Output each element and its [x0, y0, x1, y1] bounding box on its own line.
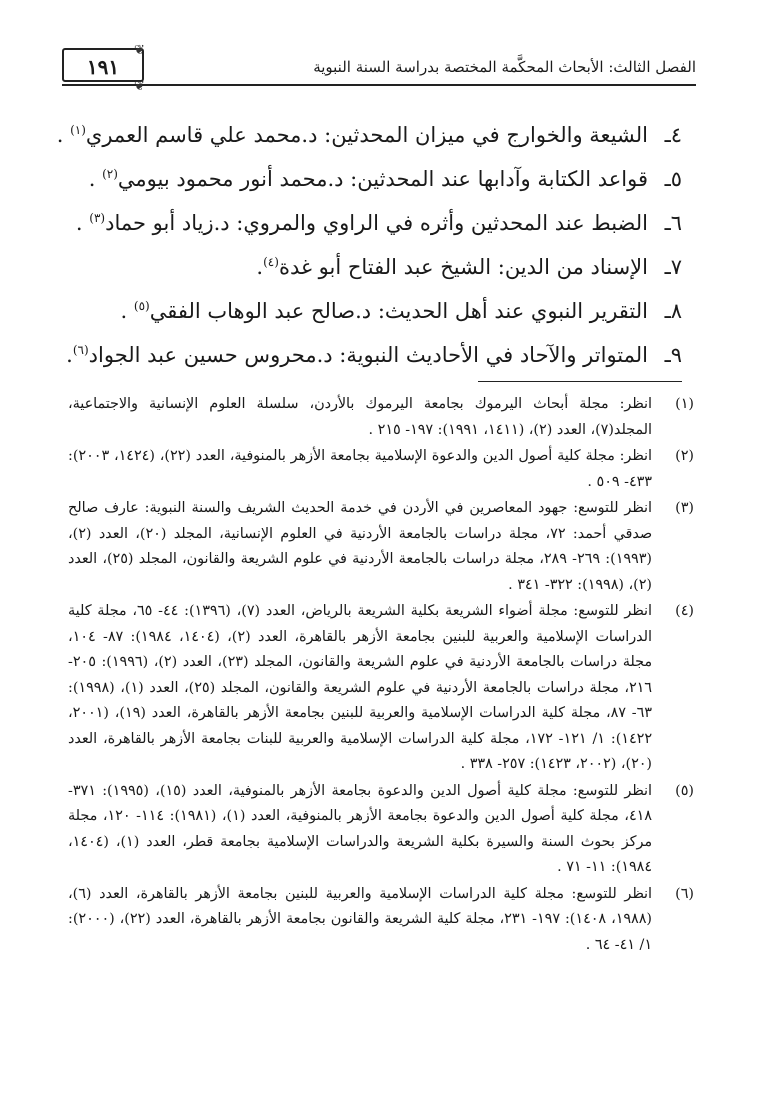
list-item	[82, 252, 682, 296]
footnote-divider	[478, 381, 682, 382]
footnote-ref[interactable]: (٣)	[89, 211, 106, 225]
footnote-text: انظر: مجلة كلية أصول الدين والدعوة الإسلامية بجامعة الأزهر بالمنوفية، العدد (٢٢)، (١٤٢٤، ٢٠٠٣): ٤٣٣- ٥٠٩ .	[68, 448, 652, 490]
list-item	[66, 340, 682, 384]
header-rule	[62, 84, 696, 86]
flourish-icon: ❦	[134, 79, 145, 94]
footnote-number: (٢)	[675, 448, 694, 464]
footnote-text: انظر للتوسع: مجلة كلية أصول الدين والدعوة بجامعة الأزهر بالمنوفية، العدد (١٥)، (١٩٩٥): ٣٧١- ٤١٨، مجلة كلية أصول الدين والدعوة بجامعة الأزهر بالمنوفية، العدد (١)، (١٩٨١): ١١٤- ١٢٠، مجلة مركز بحوث السنة والسيرة بكلية الشريعة والدراسات الإسلامية بجامعة قطر، العدد (١)، (١٤٠٤، ١٩٨٤): ١١- ٧١ .	[68, 782, 652, 875]
item-number: ٩ـ	[664, 343, 682, 367]
list-item	[56, 120, 682, 164]
item-end: .	[256, 255, 264, 279]
footnote-ref[interactable]: (٥)	[133, 299, 150, 313]
footnote-ref[interactable]: (٢)	[102, 167, 118, 181]
footnote-text: انظر للتوسع: مجلة كلية الدراسات الإسلامية والعربية للبنين بجامعة الأزهر بالقاهرة، العدد (٦)، (١٩٨٨، ١٤٠٨): ١٩٧- ٢٣١، مجلة كلية الشريعة والقانون بجامعة الأزهر بالقاهرة، العدد (٢٢)، (٢٠٠٠): ١/ ٤١- ٦٤ .	[68, 885, 652, 953]
footnote-ref[interactable]: (١)	[70, 123, 86, 137]
item-end: .	[66, 343, 73, 367]
item-number: ٥ـ	[664, 167, 682, 191]
item-text: قواعد الكتابة وآدابها عند المحدثين: د.محمد أنور محمود بيومي	[117, 167, 648, 191]
research-list	[56, 120, 682, 384]
footnote	[68, 779, 694, 881]
footnote	[68, 599, 694, 778]
item-number: ٧ـ	[664, 255, 682, 279]
item-number: ٨ـ	[664, 299, 682, 323]
footnote-text: انظر: مجلة أبحاث اليرموك بجامعة اليرموك بالأردن، سلسلة العلوم الإنسانية والاجتماعية، المجلد(٧)، العدد (٢)، (١٤١١، ١٩٩١): ١٩٧- ٢١٥ .	[68, 396, 652, 438]
chapter-title: الفصل الثالث: الأبحاث المحكَّمة المختصة بدراسة السنة النبوية	[313, 58, 696, 76]
footnote-text: انظر للتوسع: جهود المعاصرين في الأردن في خدمة الحديث الشريف والسنة النبوية: عارف صالح صدقي أحمد: ٧٢، مجلة دراسات بالجامعة الأردنية في العلوم الإنسانية، المجلد (٢٠)، العدد (٢)، (١٩٩٣): ٢٦٩- ٢٨٩، مجلة دراسات بالجامعة الأردنية في علوم الشريعة والقانون، المجلد (٢٥)، العدد (٢)، (١٩٩٨): ٣٢٢- ٣٤١ .	[68, 500, 652, 593]
item-end: .	[56, 123, 71, 147]
footnote	[68, 392, 694, 443]
footnote-number: (٣)	[675, 500, 694, 516]
page-number-box	[62, 48, 144, 82]
list-item	[75, 208, 682, 252]
item-number: ٦ـ	[664, 211, 682, 235]
footnote	[68, 444, 694, 495]
item-text: الإسناد من الدين: الشيخ عبد الفتاح أبو غدة	[278, 255, 648, 279]
footnote	[68, 496, 694, 598]
list-item	[82, 164, 682, 208]
footnotes	[68, 392, 694, 959]
footnote-ref[interactable]: (٦)	[72, 343, 89, 357]
footnote	[68, 882, 694, 959]
footnote-number: (٦)	[675, 885, 694, 902]
item-text: الشيعة والخوارج في ميزان المحدثين: د.محمد علي قاسم العمري	[85, 123, 648, 147]
item-text: الضبط عند المحدثين وأثره في الراوي والمروي: د.زياد أبو حماد	[105, 211, 648, 235]
item-text: المتواتر والآحاد في الأحاديث النبوية: د.محروس حسين عبد الجواد	[88, 343, 648, 367]
page-number: ١٩١	[86, 55, 120, 79]
item-number: ٤ـ	[664, 123, 682, 147]
flourish-icon: ❦	[134, 43, 145, 58]
running-header	[62, 43, 696, 94]
item-text: التقرير النبوي عند أهل الحديث: د.صالح عبد الوهاب الفقي	[149, 299, 648, 323]
item-end: .	[88, 167, 103, 191]
footnote-text: انظر للتوسع: مجلة أضواء الشريعة بكلية الشريعة بالرياض، العدد (٧)، (١٣٩٦): ٤٤- ٦٥، مجلة كلية الدراسات الإسلامية والعربية للبنين بجامعة الأزهر بالقاهرة، العدد (٢)، (١٤٠٤، ١٩٨٤): ٨٧- ١٠٤، مجلة دراسات بالجامعة الأردنية في علوم الشريعة والقانون، المجلد (٢٣)، العدد (٢)، (١٩٩٦): ٢٠٥- ٢١٦، مجلة دراسات بالجامعة الأردنية في علوم الشريعة والقانون، المجلد (٢٥)، العدد (١)، (١٩٩٨): ٦٣- ٨٧، مجلة كلية الدراسات الإسلامية والعربية للبنين بجامعة الأزهر بالقاهرة، العدد (١٩)، (٢٠٠١، ١٤٢٢): ١/ ١٢١- ١٧٢، مجلة كلية الدراسات الإسلامية والعربية للبنات بجامعة الأزهر بالقاهرة، العدد (٢٠)، (٢٠٠٢، ١٤٢٣): ٢٥٧- ٣٣٨ .	[68, 603, 652, 772]
item-end: .	[120, 299, 134, 323]
footnote-number: (٤)	[675, 603, 694, 619]
footnote-number: (٥)	[675, 782, 694, 799]
item-end: .	[75, 211, 90, 235]
footnote-number: (١)	[675, 396, 694, 412]
footnote-ref[interactable]: (٤)	[263, 255, 279, 269]
list-item	[82, 296, 682, 340]
